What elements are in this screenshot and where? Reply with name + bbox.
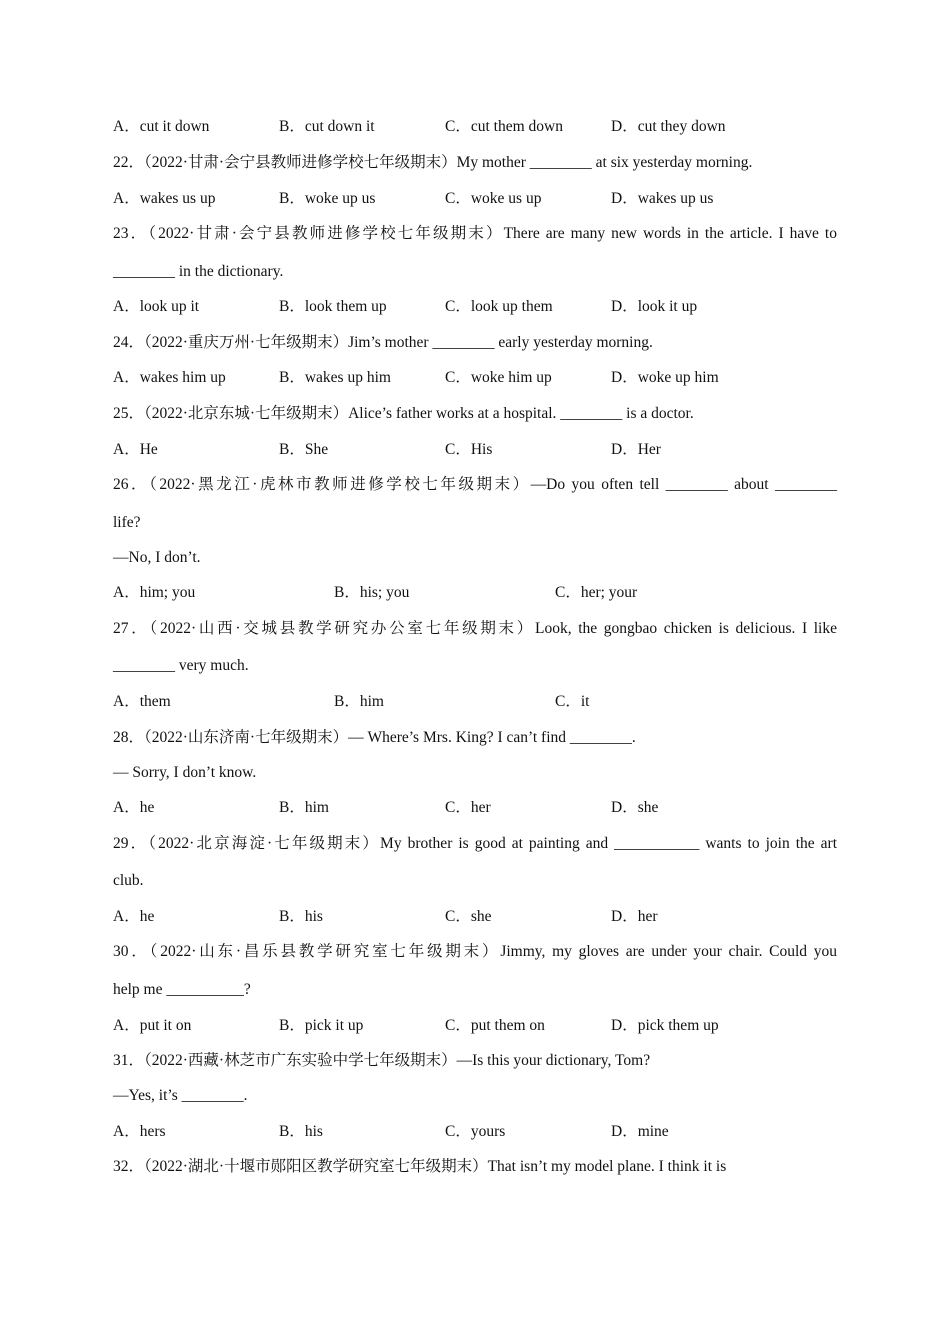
question-26-stem-continued: life? — [113, 514, 141, 531]
question-28-stem: 28．（2022·山东济南·七年级期末）— Where’s Mrs. King? I can’t find ________. — [113, 729, 636, 746]
option-d[interactable]: D．mine — [611, 1123, 669, 1140]
option-a[interactable]: A．wakes us up — [113, 190, 216, 207]
question-28-reply: — Sorry, I don’t know. — [113, 764, 257, 781]
option-d[interactable]: D．pick them up — [611, 1017, 719, 1034]
question-23-stem: 23．（2022·甘肃·会宁县教师进修学校七年级期末）There are many new words in the article. I have to — [113, 225, 837, 242]
question-31-stem: 31．（2022·西藏·林芝市广东实验中学七年级期末）—Is this your dictionary, Tom? — [113, 1052, 651, 1069]
option-c[interactable]: C．it — [555, 693, 590, 710]
option-d[interactable]: D．her — [611, 908, 658, 925]
option-c[interactable]: C．woke us up — [445, 190, 542, 207]
question-29-stem-continued: club. — [113, 872, 144, 889]
question-30-stem-continued: help me __________? — [113, 981, 251, 998]
question-24-stem: 24．（2022·重庆万州·七年级期末）Jim’s mother ________ early yesterday morning. — [113, 334, 653, 351]
option-b[interactable]: B．him — [279, 799, 329, 816]
question-32-stem: 32．（2022·湖北·十堰市郧阳区教学研究室七年级期末）That isn’t my model plane. I think it is — [113, 1158, 727, 1175]
option-d[interactable]: D．Her — [611, 441, 661, 458]
option-a[interactable]: A．look up it — [113, 298, 200, 315]
option-d[interactable]: D．wakes up us — [611, 190, 714, 207]
option-a[interactable]: A．he — [113, 908, 155, 925]
option-b[interactable]: B．his — [279, 1123, 323, 1140]
option-b[interactable]: B．look them up — [279, 298, 387, 315]
option-b[interactable]: B．cut down it — [279, 118, 375, 135]
question-22-stem: 22．（2022·甘肃·会宁县教师进修学校七年级期末）My mother ________ at six yesterday morning. — [113, 154, 753, 171]
question-27-stem: 27．（2022·山西·交城县教学研究办公室七年级期末）Look, the gongbao chicken is delicious. I like — [113, 620, 837, 637]
option-c[interactable]: C．yours — [445, 1123, 506, 1140]
option-b[interactable]: B．his — [279, 908, 323, 925]
option-a[interactable]: A．put it on — [113, 1017, 192, 1034]
question-23-stem-continued: ________ in the dictionary. — [113, 263, 284, 280]
option-b[interactable]: B．him — [334, 693, 384, 710]
option-b[interactable]: B．She — [279, 441, 329, 458]
option-d[interactable]: D．look it up — [611, 298, 698, 315]
question-27-stem-continued: ________ very much. — [113, 657, 249, 674]
option-d[interactable]: D．she — [611, 799, 659, 816]
option-c[interactable]: C．His — [445, 441, 493, 458]
question-30-stem: 30．（2022·山东·昌乐县教学研究室七年级期末）Jimmy, my gloves are under your chair. Could you — [113, 943, 837, 960]
question-26-reply: —No, I don’t. — [113, 549, 201, 566]
question-29-stem: 29．（2022·北京海淀·七年级期末）My brother is good at painting and ___________ wants to join the art — [113, 835, 837, 852]
option-a[interactable]: A．He — [113, 441, 158, 458]
option-a[interactable]: A．cut it down — [113, 118, 210, 135]
option-b[interactable]: B．woke up us — [279, 190, 376, 207]
option-c[interactable]: C．her — [445, 799, 491, 816]
option-d[interactable]: D．woke up him — [611, 369, 719, 386]
option-c[interactable]: C．woke him up — [445, 369, 552, 386]
option-a[interactable]: A．him; you — [113, 584, 196, 601]
option-c[interactable]: C．put them on — [445, 1017, 545, 1034]
option-b[interactable]: B．pick it up — [279, 1017, 364, 1034]
option-d[interactable]: D．cut they down — [611, 118, 726, 135]
option-c[interactable]: C．cut them down — [445, 118, 563, 135]
option-a[interactable]: A．he — [113, 799, 155, 816]
option-a[interactable]: A．them — [113, 693, 171, 710]
option-a[interactable]: A．wakes him up — [113, 369, 226, 386]
question-31-reply: —Yes, it’s ________. — [113, 1087, 248, 1104]
option-b[interactable]: B．wakes up him — [279, 369, 391, 386]
option-c[interactable]: C．she — [445, 908, 492, 925]
question-25-stem: 25．（2022·北京东城·七年级期末）Alice’s father works at a hospital. ________ is a doctor. — [113, 405, 694, 422]
option-c[interactable]: C．look up them — [445, 298, 553, 315]
option-c[interactable]: C．her; your — [555, 584, 638, 601]
option-a[interactable]: A．hers — [113, 1123, 166, 1140]
question-26-stem: 26．（2022·黑龙江·虎林市教师进修学校七年级期末）—Do you often tell ________ about ________ — [113, 476, 837, 493]
option-b[interactable]: B．his; you — [334, 584, 410, 601]
